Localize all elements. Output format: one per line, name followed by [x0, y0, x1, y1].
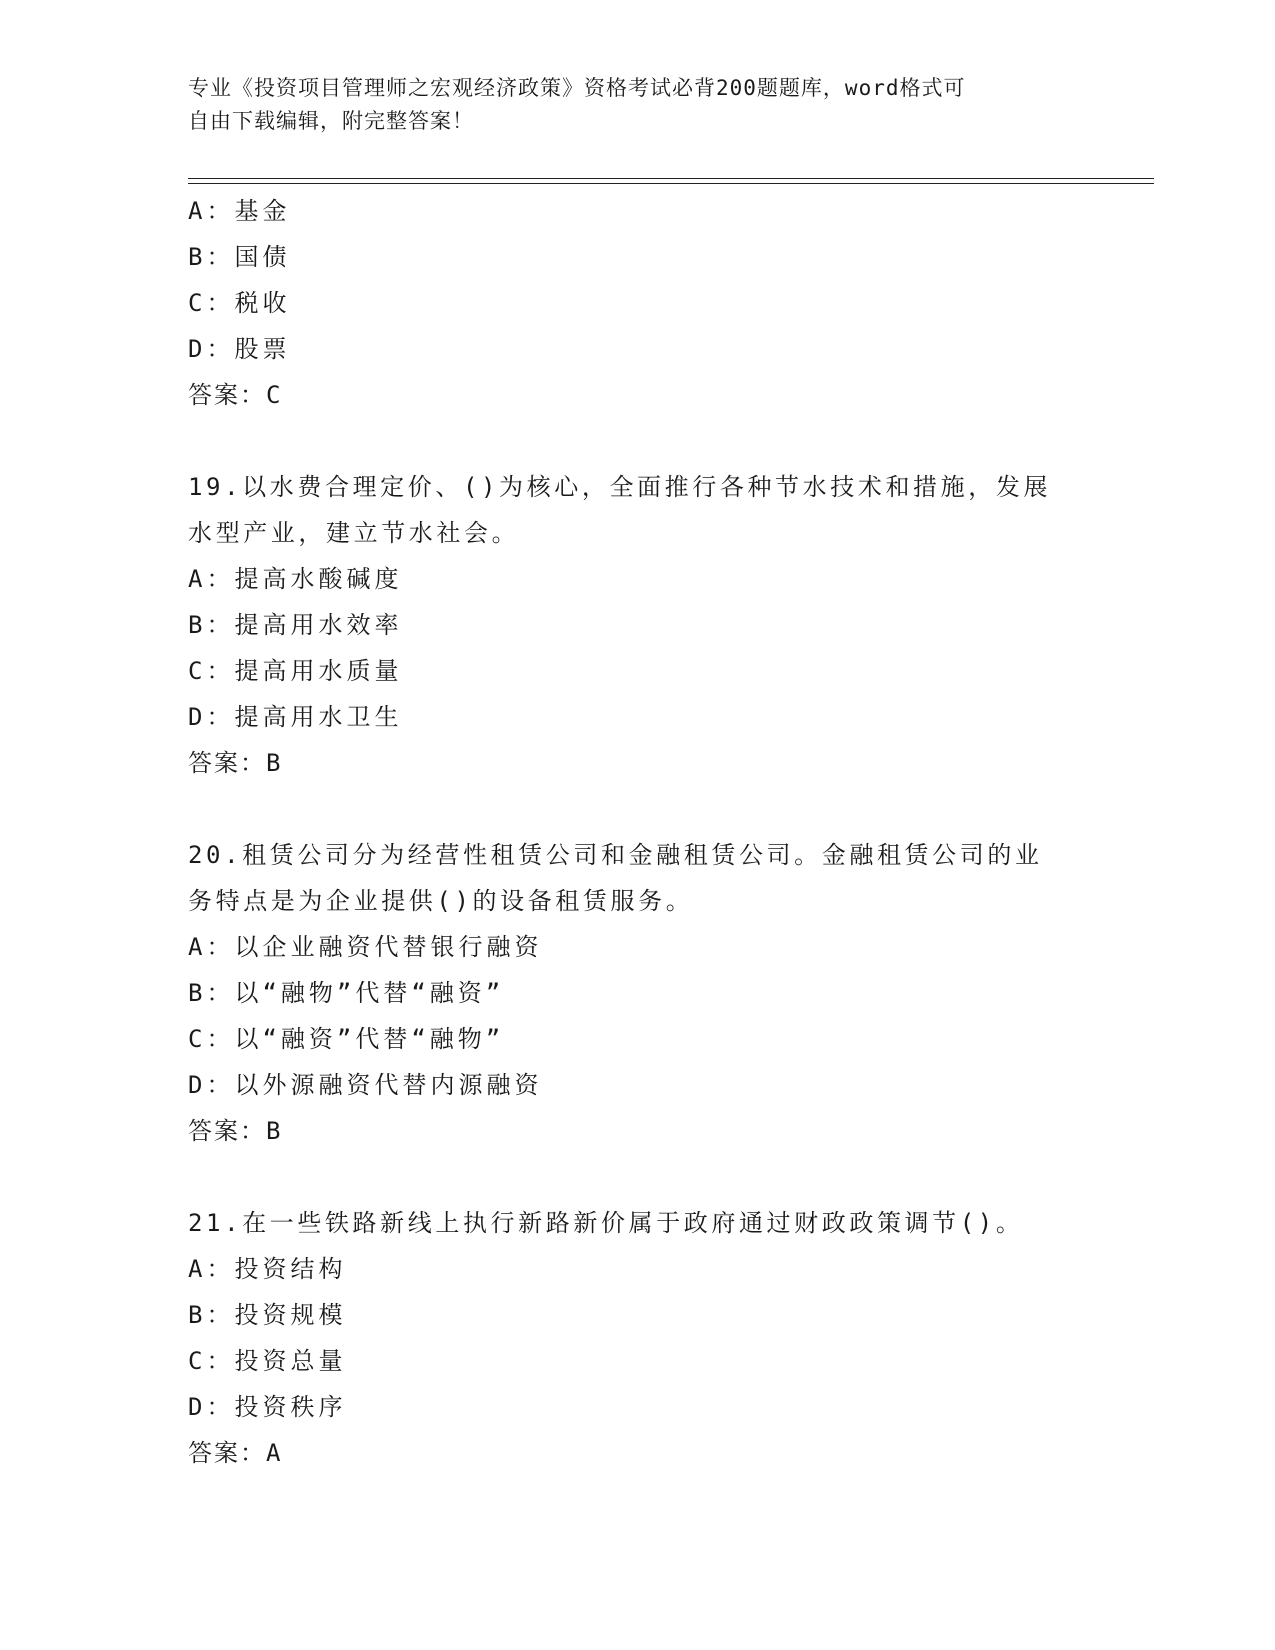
- header-title-line-2: 自由下载编辑，附完整答案！: [188, 109, 474, 133]
- option-c: C：税收: [188, 289, 291, 317]
- question-block-18-tail: [188, 188, 1088, 418]
- header-title-line-1: 专业《投资项目管理师之宏观经济政策》资格考试必背200题题库，word格式可: [188, 76, 966, 100]
- option-d: D：提高用水卫生: [188, 703, 403, 731]
- header-divider-bottom: [188, 183, 1154, 184]
- question-text-line-1: 21.在一些铁路新线上执行新路新价属于政府通过财政政策调节()。: [188, 1209, 1024, 1237]
- answer-line: 答案：B: [188, 1117, 283, 1145]
- option-d: D：股票: [188, 335, 291, 363]
- option-c: C：提高用水质量: [188, 657, 403, 685]
- option-b: B：以“融物”代替“融资”: [188, 979, 505, 1007]
- question-text-line-2: 水型产业，建立节水社会。: [188, 519, 520, 547]
- option-b: B：提高用水效率: [188, 611, 403, 639]
- answer-line: 答案：B: [188, 749, 283, 777]
- option-a: A：以企业融资代替银行融资: [188, 933, 543, 961]
- question-list: [188, 188, 1088, 1476]
- question-block-21: [188, 1200, 1088, 1476]
- option-a: A：提高水酸碱度: [188, 565, 403, 593]
- answer-line: 答案：C: [188, 381, 283, 409]
- document-header: [188, 72, 1088, 138]
- option-a: A：基金: [188, 197, 291, 225]
- option-a: A：投资结构: [188, 1255, 347, 1283]
- answer-line: 答案：A: [188, 1439, 283, 1467]
- header-divider-top: [188, 178, 1154, 179]
- question-text-line-2: 务特点是为企业提供()的设备租赁服务。: [188, 887, 694, 915]
- question-text-line-1: 20.租赁公司分为经营性租赁公司和金融租赁公司。金融租赁公司的业: [188, 841, 1043, 869]
- option-c: C：以“融资”代替“融物”: [188, 1025, 505, 1053]
- question-block-19: [188, 464, 1088, 786]
- option-b: B：投资规模: [188, 1301, 347, 1329]
- option-d: D：投资秩序: [188, 1393, 347, 1421]
- question-block-20: [188, 832, 1088, 1154]
- question-text-line-1: 19.以水费合理定价、()为核心，全面推行各种节水技术和措施，发展: [188, 473, 1052, 501]
- option-b: B：国债: [188, 243, 291, 271]
- option-d: D：以外源融资代替内源融资: [188, 1071, 543, 1099]
- option-c: C：投资总量: [188, 1347, 347, 1375]
